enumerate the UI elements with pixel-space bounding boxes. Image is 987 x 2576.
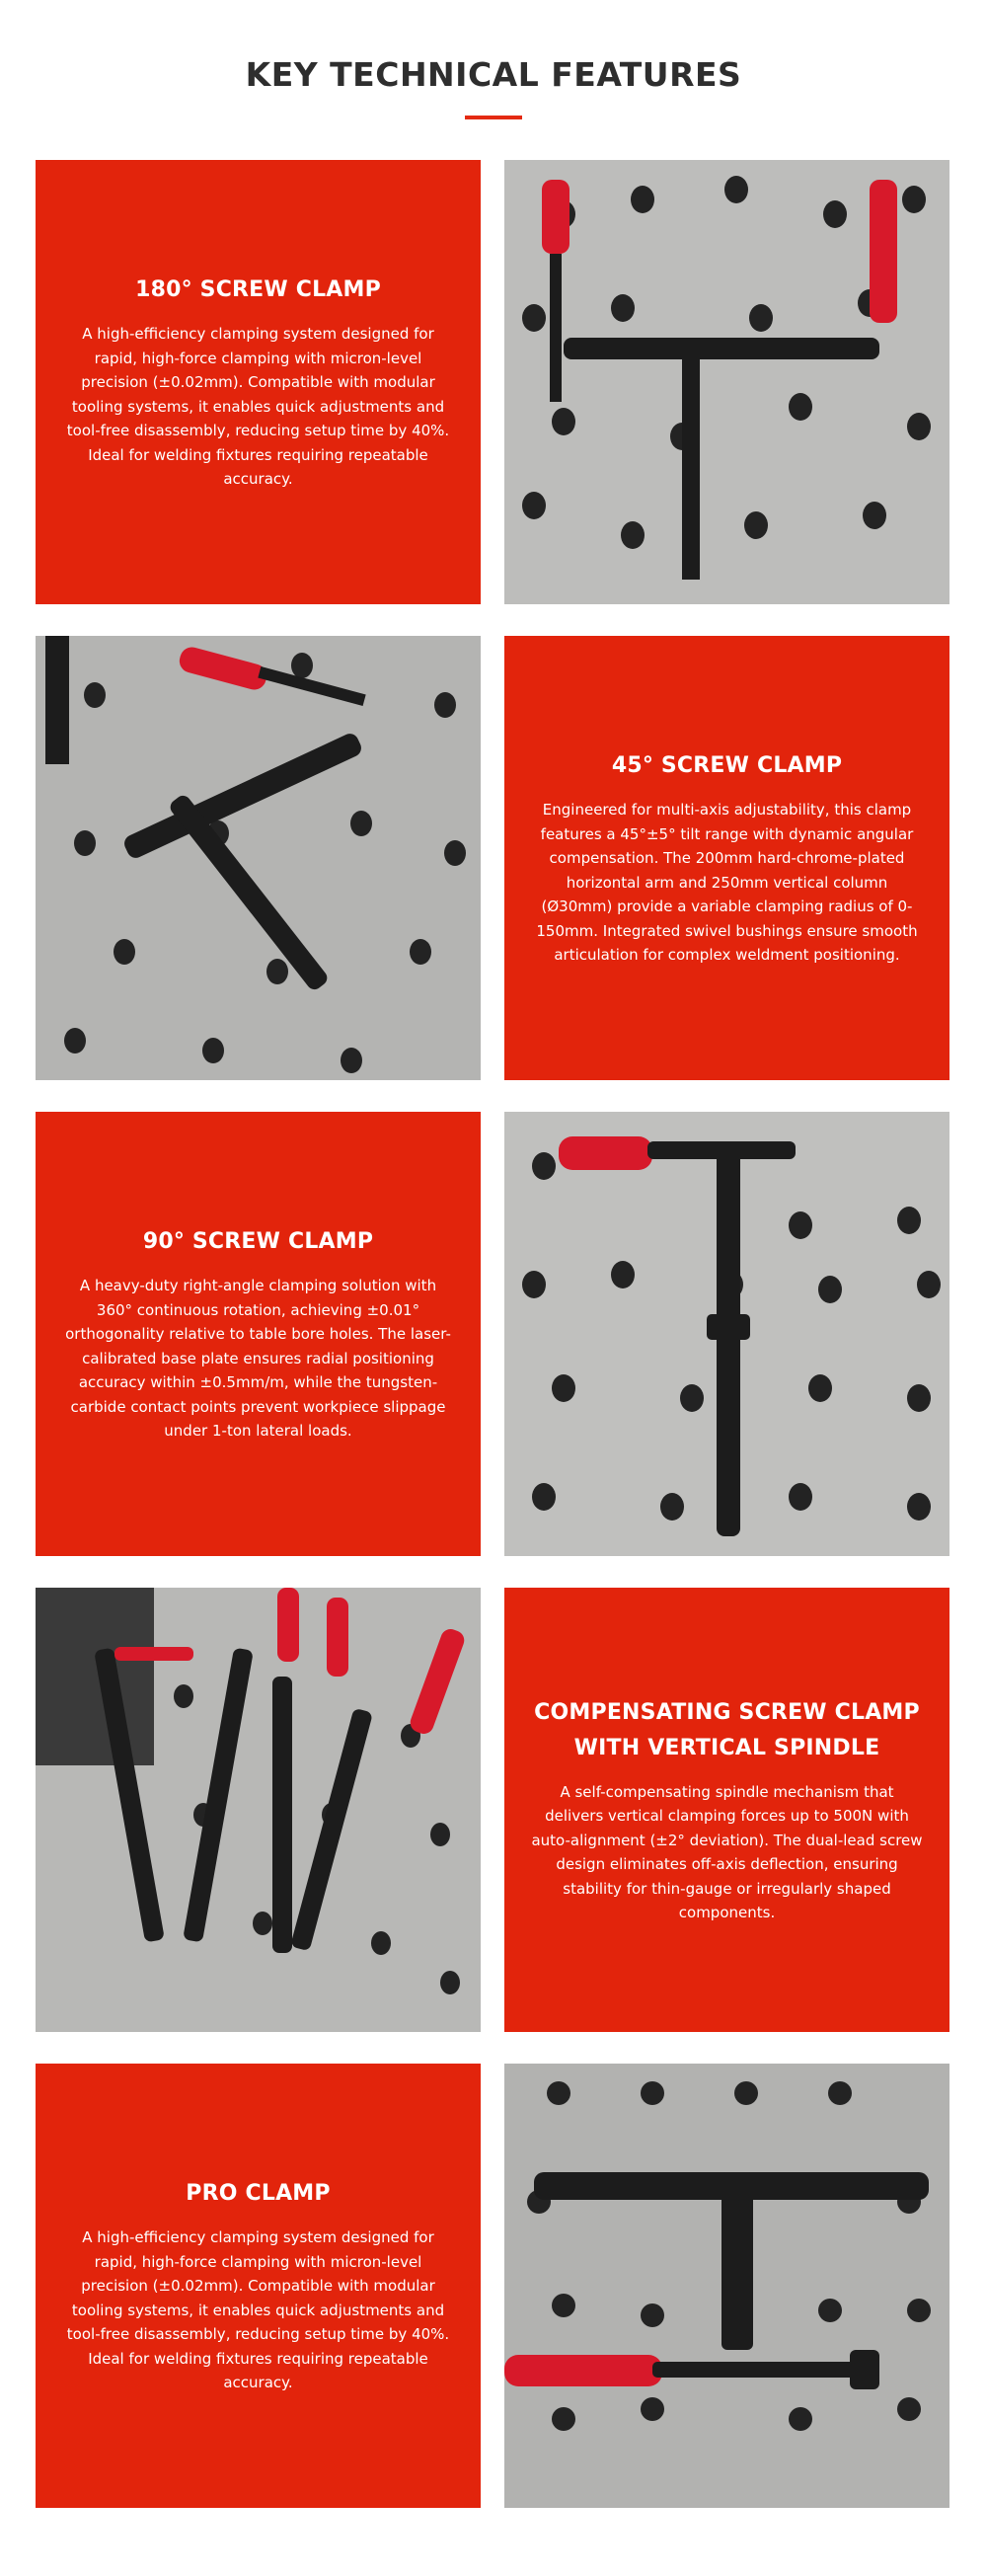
feature-row-90 [36, 1112, 949, 1556]
feature-card-90 [36, 1112, 481, 1556]
feature-photo-compensating [36, 1588, 481, 2032]
clamp-compensating-image [36, 1588, 481, 2032]
clamp-45-image [36, 636, 481, 1080]
section-title: KEY TECHNICAL FEATURES [245, 55, 742, 94]
clamp-pro-image [504, 2064, 949, 2508]
feature-photo-90 [504, 1112, 949, 1556]
feature-description: A heavy-duty right-angle clamping solution with 360° continuous rotation, achieving ±0.01° orthogonality relative to table bore holes. The laser-calibrated base plate ensures radial positioning accuracy within ±0.5mm/m, while the tungsten-carbide contact points prevent workpiece slippage under 1-ton lateral loads. [65, 1277, 451, 1441]
clamp-180-image [504, 160, 949, 604]
feature-row-180 [36, 160, 949, 604]
feature-description: Engineered for multi-axis adjustability, this clamp features a 45°±5° tilt range with dynamic angular compensation. The 200mm hard-chrome-plated horizontal arm and 250mm vertical column (Ø30mm) provide a variable clamping radius of 0-150mm. Integrated swivel bushings ensure smooth articulation for complex weldment positioning. [536, 801, 918, 965]
feature-title: PRO CLAMP [186, 2181, 331, 2207]
feature-card-45 [504, 636, 949, 1080]
feature-row-compensating [36, 1588, 949, 2032]
feature-card-compensating [504, 1588, 949, 2032]
feature-title: 180° SCREW CLAMP [135, 277, 381, 303]
feature-description: A self-compensating spindle mechanism that delivers vertical clamping forces up to 500N with auto-alignment (±2° deviation). The dual-lead screw design eliminates off-axis deflection, ensuring stability for thin-gauge or irregularly shaped components. [531, 1782, 923, 1921]
feature-description: A high-efficiency clamping system designed for rapid, high-force clamping with micron-level precision (±0.02mm). Compatible with modular tooling systems, it enables quick adjustments and tool-free disassembly, reducing setup time by 40%. Ideal for welding fixtures requiring repeatable accuracy. [66, 325, 450, 489]
feature-card-180 [36, 160, 481, 604]
feature-title: COMPENSATING SCREW CLAMP WITH VERTICAL SPINDLE [534, 1699, 920, 1760]
feature-description: A high-efficiency clamping system designed for rapid, high-force clamping with micron-level precision (±0.02mm). Compatible with modular tooling systems, it enables quick adjustments and tool-free disassembly, reducing setup time by 40%. Ideal for welding fixtures requiring repeatable accuracy. [66, 2228, 450, 2392]
title-underline [465, 116, 522, 119]
feature-photo-180 [504, 160, 949, 604]
feature-row-pro [36, 2064, 949, 2508]
feature-title: 90° SCREW CLAMP [142, 1229, 374, 1255]
clamp-90-image [504, 1112, 949, 1556]
feature-list [36, 160, 949, 2539]
feature-card-pro [36, 2064, 481, 2508]
feature-photo-pro [504, 2064, 949, 2508]
section-header [0, 0, 987, 119]
feature-row-45 [36, 636, 949, 1080]
feature-title: 45° SCREW CLAMP [611, 753, 843, 779]
feature-photo-45 [36, 636, 481, 1080]
